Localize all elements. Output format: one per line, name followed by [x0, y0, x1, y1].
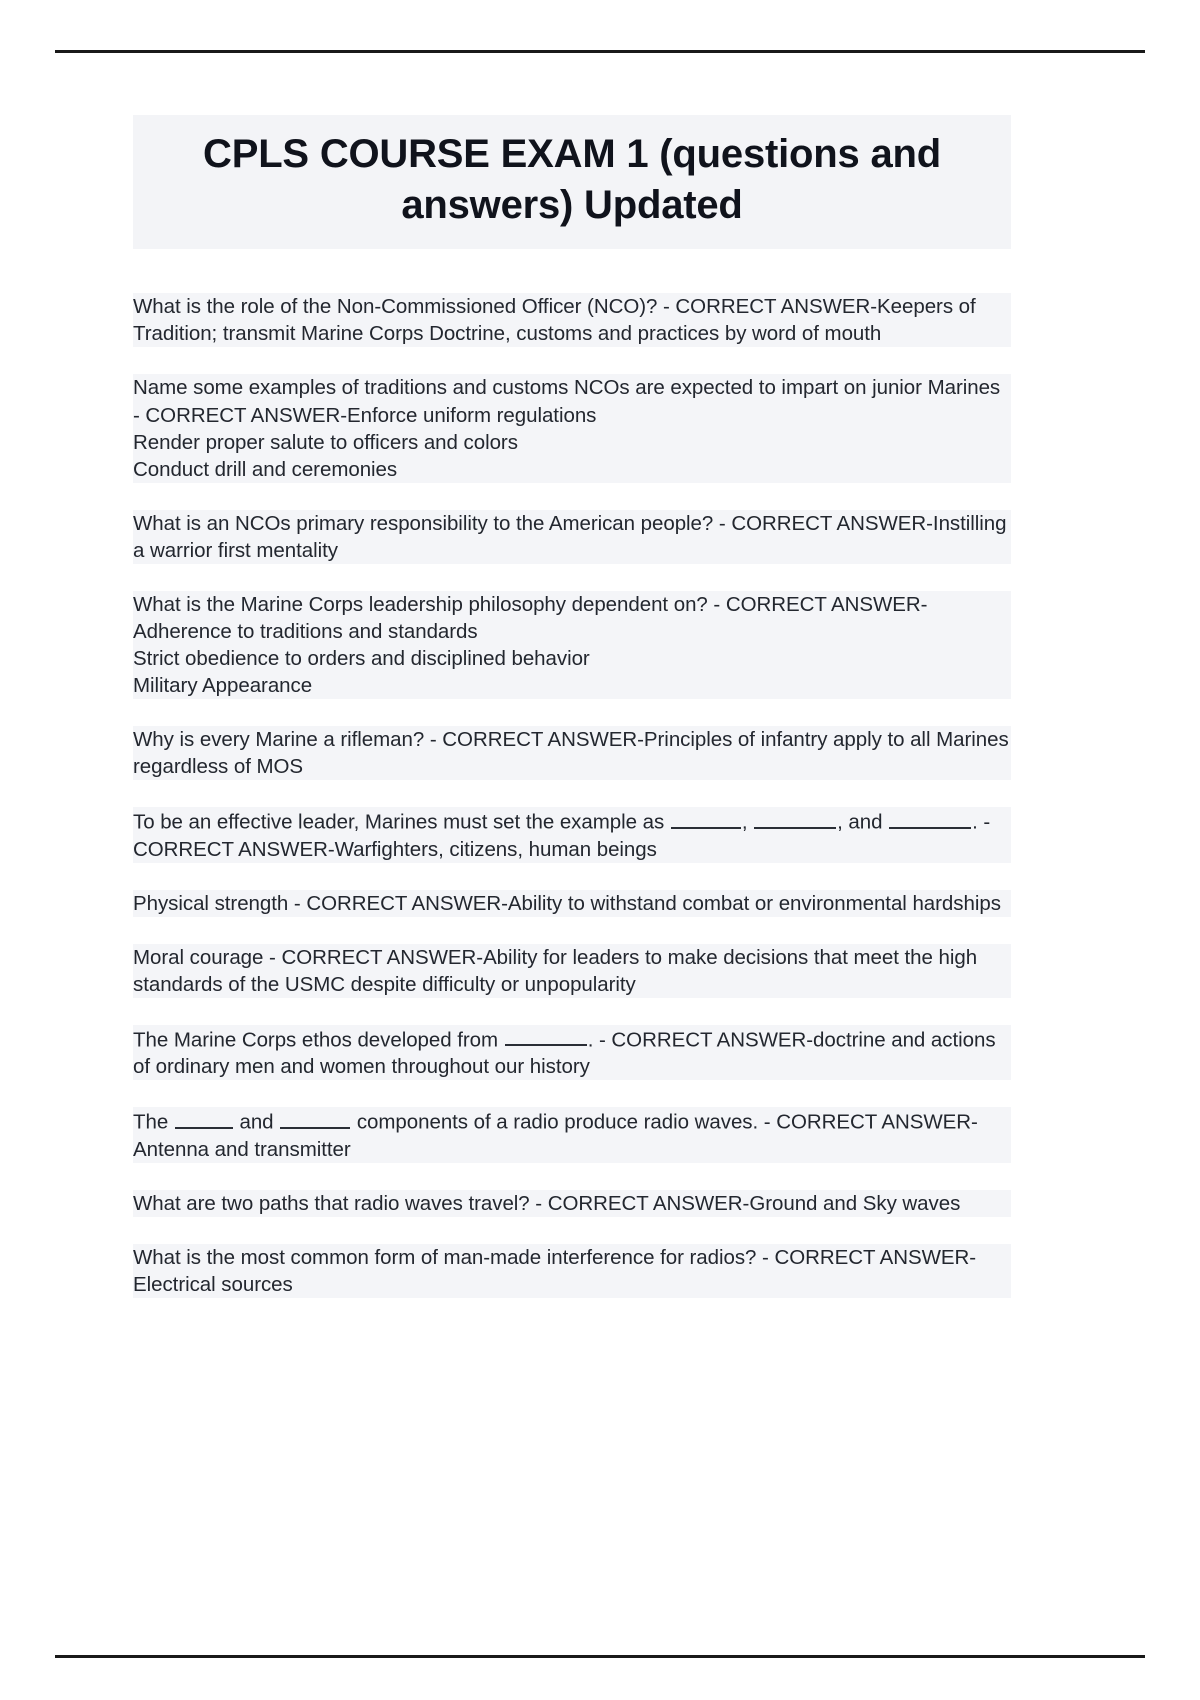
qa-block: [133, 1244, 1011, 1298]
qa-text: The: [133, 1110, 174, 1134]
qa-block: [133, 591, 1011, 699]
qa-block: [133, 726, 1011, 780]
qa-line: Strict obedience to orders and disciplined behavior: [133, 646, 590, 670]
qa-line: [133, 1025, 1011, 1081]
qa-line: Why is every Marine a rifleman? - CORRECT ANSWER-Principles of infantry apply to all Marines regardless of MOS: [133, 727, 1009, 778]
qa-line: What is the Marine Corps leadership philosophy dependent on? - CORRECT ANSWER-Adherence to traditions and standards: [133, 592, 928, 643]
qa-line: [133, 807, 1011, 863]
fill-in-blank: [280, 1107, 350, 1128]
qa-text: ,: [741, 810, 754, 834]
page-title: CPLS COURSE EXAM 1 (questions and answers) Updated: [133, 115, 1011, 249]
qa-block: [133, 944, 1011, 998]
qa-block: [133, 510, 1011, 564]
qa-line: Moral courage - CORRECT ANSWER-Ability for leaders to make decisions that meet the high standards of the USMC despite difficulty or unpopularity: [133, 945, 978, 996]
qa-line: What is the most common form of man-made interference for radios? - CORRECT ANSWER-Electrical sources: [133, 1245, 977, 1296]
qa-block: [133, 807, 1011, 863]
qa-text: . - CORRECT ANSWER-Warfighters, citizens, human beings: [133, 810, 991, 861]
qa-line: What is an NCOs primary responsibility to the American people? - CORRECT ANSWER-Instilling a warrior first mentality: [133, 511, 1007, 562]
qa-line: [133, 1107, 1011, 1163]
qa-text: To be an effective leader, Marines must set the example as: [133, 810, 670, 834]
qa-block: [133, 1190, 1011, 1217]
document-content: [133, 115, 1011, 1298]
page-footer-rule: [55, 1655, 1145, 1658]
qa-line: Render proper salute to officers and colors: [133, 430, 518, 454]
qa-line: What is the role of the Non-Commissioned Officer (NCO)? - CORRECT ANSWER-Keepers of Tradition; transmit Marine Corps Doctrine, customs and practices by word of mouth: [133, 295, 976, 346]
qa-block: [133, 374, 1011, 482]
qa-line: Name some examples of traditions and customs NCOs are expected to impart on junior Marines - CORRECT ANSWER-Enforce uniform regulations: [133, 376, 1001, 427]
qa-block: [133, 1025, 1011, 1081]
fill-in-blank: [889, 807, 971, 828]
fill-in-blank: [671, 807, 741, 828]
qa-block: [133, 1107, 1011, 1163]
qa-line: Conduct drill and ceremonies: [133, 457, 398, 481]
qa-text: , and: [837, 810, 889, 834]
fill-in-blank: [505, 1025, 587, 1046]
qa-text: components of a radio produce radio waves. - CORRECT ANSWER-Antenna and transmitter: [133, 1110, 978, 1161]
page-header-rule: [55, 50, 1145, 53]
qa-text: The Marine Corps ethos developed from: [133, 1028, 504, 1052]
qa-line: Military Appearance: [133, 673, 313, 697]
question-answer-list: [133, 293, 1011, 1298]
qa-block: [133, 890, 1011, 917]
qa-line: What are two paths that radio waves travel? - CORRECT ANSWER-Ground and Sky waves: [133, 1191, 961, 1215]
qa-block: [133, 293, 1011, 347]
qa-text: and: [233, 1110, 280, 1134]
fill-in-blank: [175, 1107, 233, 1128]
fill-in-blank: [754, 807, 836, 828]
qa-line: Physical strength - CORRECT ANSWER-Ability to withstand combat or environmental hardships: [133, 891, 1001, 915]
qa-text: . - CORRECT ANSWER-doctrine and actions of ordinary men and women throughout our history: [133, 1028, 996, 1079]
